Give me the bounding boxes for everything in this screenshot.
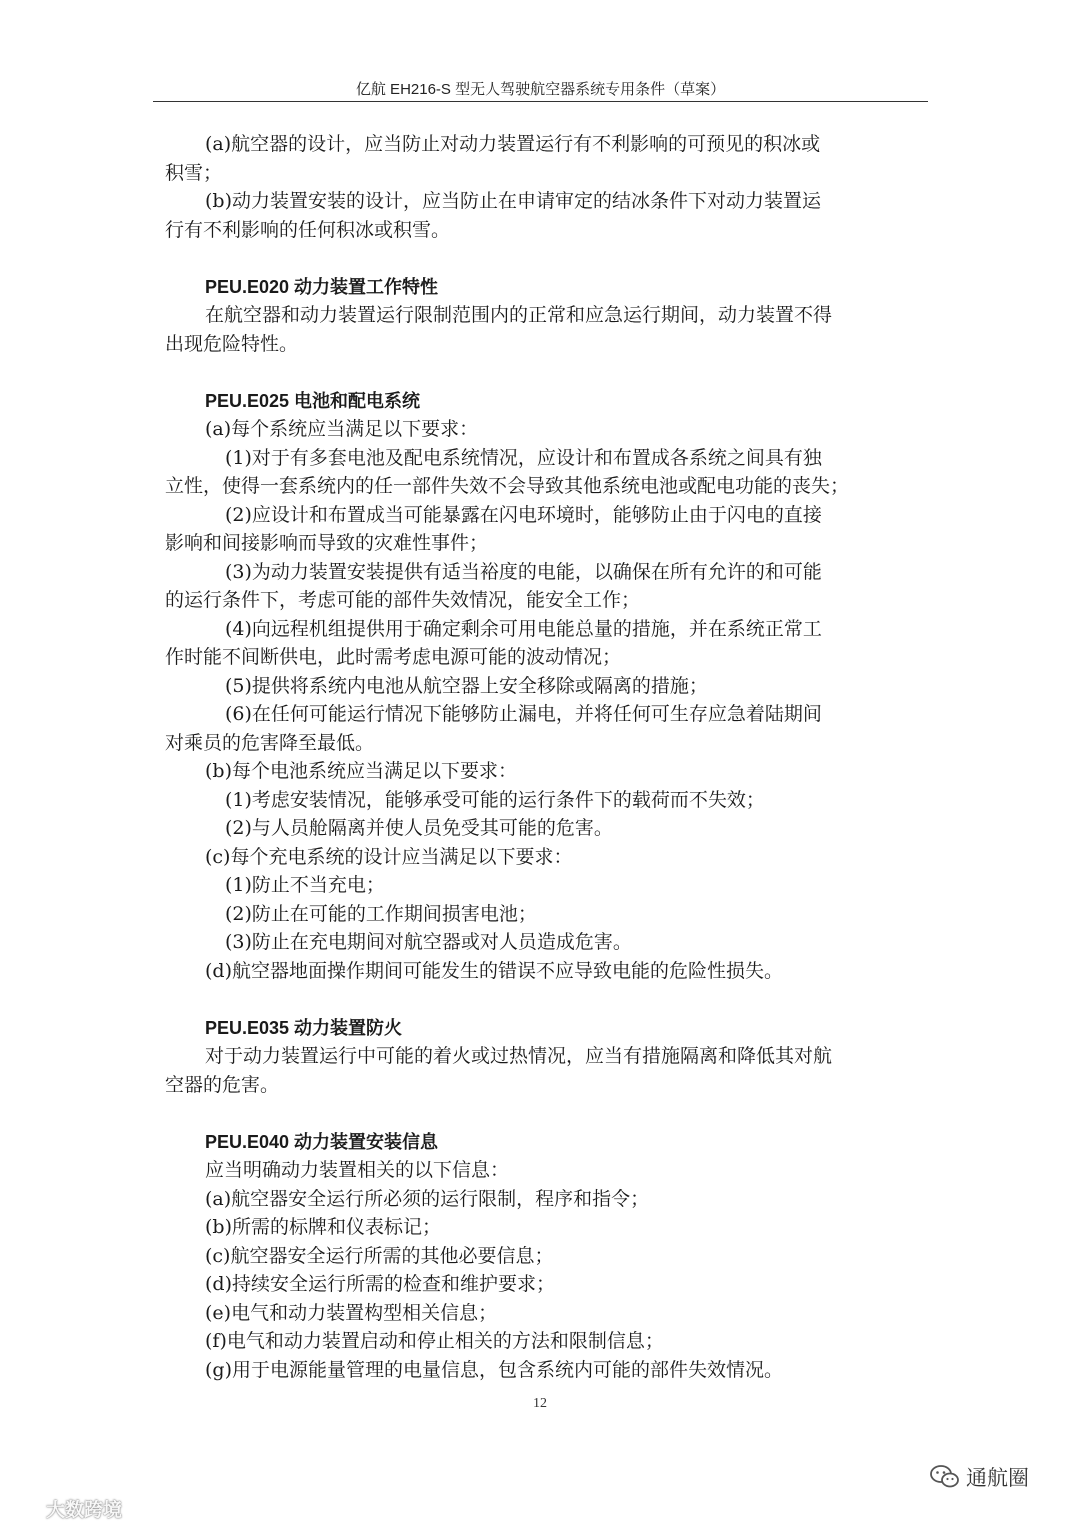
watermark-left xyxy=(8,1495,122,1522)
paragraph-line: (a)航空器的设计，应当防止对动力装置运行有不利影响的可预见的积冰或 xyxy=(205,133,821,155)
section-heading: PEU.E025 电池和配电系统 xyxy=(205,391,421,411)
paragraph-line: 对于动力装置运行中可能的着火或过热情况，应当有措施隔离和降低其对航 xyxy=(205,1045,833,1067)
section-heading: PEU.E040 动力装置安装信息 xyxy=(205,1132,439,1152)
paragraph-line: 行有不利影响的任何积冰或积雪。 xyxy=(165,218,451,241)
paragraph-line: (f)电气和动力装置启动和停止相关的方法和限制信息； xyxy=(205,1330,664,1352)
paragraph-line: 空器的危害。 xyxy=(165,1073,280,1096)
paragraph-line: 积雪； xyxy=(165,161,223,184)
page-header: 亿航 EH216-S 型无人驾驶航空器系统专用条件（草案） xyxy=(355,81,726,98)
paragraph-line: (b)每个电池系统应当满足以下要求： xyxy=(205,760,517,782)
paragraph-line: (1)对于有多套电池及配电系统情况，应设计和布置成各系统之间具有独 xyxy=(225,446,822,469)
paragraph-line: 对乘员的危害降至最低。 xyxy=(165,731,375,754)
page-number: 12 xyxy=(533,1396,547,1411)
paragraph-line: (4)向远程机组提供用于确定剩余可用电能总量的措施，并在系统正常工 xyxy=(225,617,822,640)
paragraph-line: (c)航空器安全运行所需的其他必要信息； xyxy=(205,1244,554,1267)
paragraph-line: 应当明确动力装置相关的以下信息： xyxy=(205,1159,510,1181)
paragraph-line: (2)防止在可能的工作期间损害电池； xyxy=(225,902,537,925)
paragraph-line: (5)提供将系统内电池从航空器上安全移除或隔离的措施； xyxy=(225,674,708,697)
watermark-left-text: 大数跨境 xyxy=(46,1499,123,1521)
paragraph-line: 出现危险特性。 xyxy=(165,332,299,355)
paragraph-line: 影响和间接影响而导致的灾难性事件； xyxy=(165,532,489,554)
watermark-right-text: 通航圈 xyxy=(966,1466,1029,1490)
paragraph-line: (g)用于电源能量管理的电量信息，包含系统内可能的部件失效情况。 xyxy=(205,1358,783,1381)
paragraph-line: (e)电气和动力装置构型相关信息； xyxy=(205,1301,498,1324)
camera-logo-icon xyxy=(8,1498,42,1520)
paragraph-line: 的运行条件下，考虑可能的部件失效情况，能安全工作； xyxy=(165,589,641,611)
paragraph-line: (3)为动力装置安装提供有适当裕度的电能，以确保在所有允许的和可能 xyxy=(225,560,822,583)
paragraph-line: (1)防止不当充电； xyxy=(225,874,385,896)
paragraph-line: 在航空器和动力装置运行限制范围内的正常和应急运行期间，动力装置不得 xyxy=(205,304,833,326)
paragraph-line: 作时能不间断供电，此时需考虑电源可能的波动情况； xyxy=(165,646,622,668)
paragraph-line: (6)在任何可能运行情况下能够防止漏电，并将任何可生存应急着陆期间 xyxy=(225,703,822,725)
paragraph-line: (a)每个系统应当满足以下要求： xyxy=(205,418,479,440)
paragraph-line: (1)考虑安装情况，能够承受可能的运行条件下的载荷而不失效； xyxy=(225,788,765,811)
paragraph-line: (a)航空器安全运行所必须的运行限制，程序和指令； xyxy=(205,1187,650,1210)
document-body xyxy=(165,130,925,1384)
paragraph-line: (d)持续安全运行所需的检查和维护要求； xyxy=(205,1273,555,1295)
paragraph-line: (b)动力装置安装的设计，应当防止在申请审定的结冰条件下对动力装置运 xyxy=(205,190,821,212)
wechat-icon xyxy=(930,1464,960,1490)
paragraph-line: 立性，使得一套系统内的任一部件失效不会导致其他系统电池或配电功能的丧失； xyxy=(165,475,850,497)
paragraph-line: (b)所需的标牌和仪表标记； xyxy=(205,1216,441,1238)
section-heading: PEU.E035 动力装置防火 xyxy=(205,1018,403,1038)
paragraph-line: (2)与人员舱隔离并使人员免受其可能的危害。 xyxy=(225,817,613,839)
paragraph-line: (2)应设计和布置成当可能暴露在闪电环境时，能够防止由于闪电的直接 xyxy=(225,503,822,526)
paragraph-line: (c)每个充电系统的设计应当满足以下要求： xyxy=(205,845,573,868)
paragraph-line: (d)航空器地面操作期间可能发生的错误不应导致电能的危险性损失。 xyxy=(205,959,783,982)
paragraph-line: (3)防止在充电期间对航空器或对人员造成危害。 xyxy=(225,931,632,953)
section-heading: PEU.E020 动力装置工作特性 xyxy=(205,277,439,297)
watermark-right xyxy=(930,1462,1029,1492)
header-divider xyxy=(153,101,928,102)
